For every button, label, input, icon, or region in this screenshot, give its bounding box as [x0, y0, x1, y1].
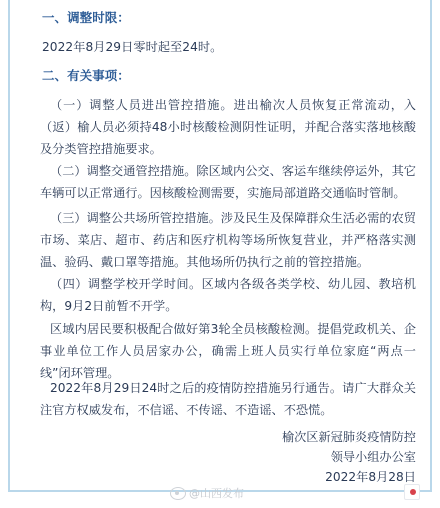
section-1-heading: 一、调整时限：: [42, 10, 130, 25]
watermark: [170, 485, 244, 501]
signature-date: 2022年8月28日: [325, 470, 416, 484]
watermark-text: @山西发布: [189, 487, 244, 500]
notice-paragraph: 2022年8月29日24时之后的疫情防控措施另行通告。请广大群众关注官方权威发布，不信谣、不传谣、不造谣、不恐慌。: [40, 381, 416, 417]
item-1-paragraph: （一）调整人员进出管控措施。进出榆次人员恢复正常流动，入（返）榆人员必须持48小时核酸检测阴性证明，并配合落实落地核酸及分类管控措施要求。: [40, 98, 416, 156]
section-1-time: 2022年8月29日零时起至24时。: [42, 40, 223, 54]
item-3-paragraph: （三）调整公共场所管控措施。涉及民生及保障群众生活必需的农贸市场、菜店、超市、药店和医疗机构等场所恢复营业，并严格落实测温、验码、戴口罩等措施。其他场所仍执行之前的管控措施。: [40, 211, 416, 269]
signature-org-line-1: 榆次区新冠肺炎疫情防控: [281, 430, 416, 444]
corner-badge-icon[interactable]: [404, 484, 420, 500]
item-2-paragraph: （二）调整交通管控措施。除区域内公交、客运车继续停运外，其它车辆可以正常通行。因核酸检测需要，实施局部道路交通临时管制。: [40, 164, 416, 200]
weibo-icon: [170, 487, 186, 500]
residents-paragraph: 区域内居民要积极配合做好第3轮全员核酸检测。提倡党政机关、企事业单位工作人员居家办公，确需上班人员实行单位家庭“两点一线”闭环管理。: [40, 322, 416, 380]
item-4-paragraph: （四）调整学校开学时间。区域内各级各类学校、幼儿园、教培机构，9月2日前暂不开学。: [40, 277, 416, 313]
section-2-heading: 二、有关事项：: [42, 68, 130, 83]
signature-org-line-2: 领导小组办公室: [330, 450, 416, 464]
